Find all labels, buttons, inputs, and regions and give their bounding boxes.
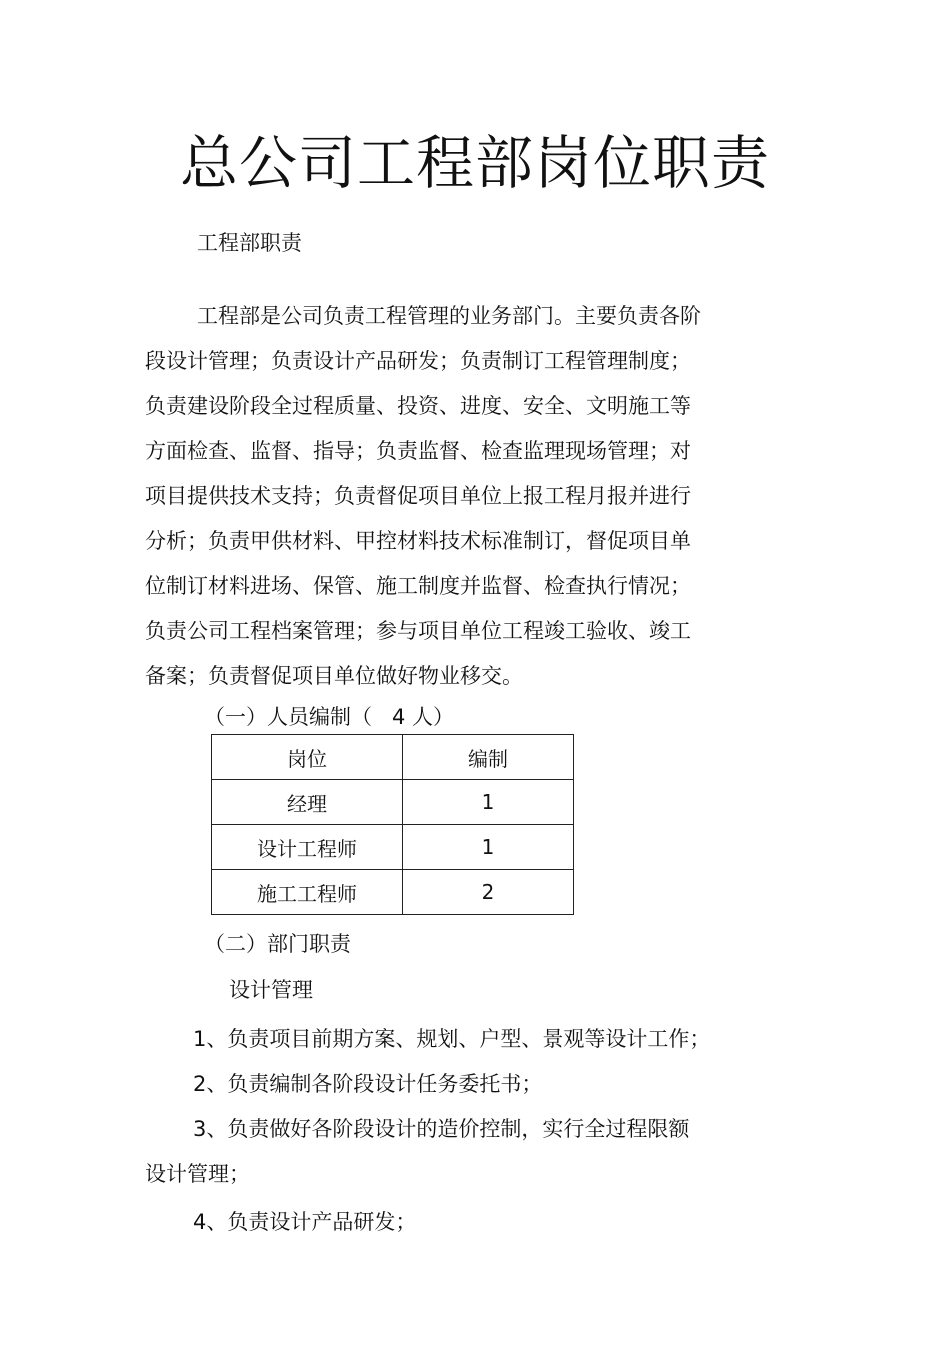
table-row bbox=[212, 825, 574, 870]
paragraph-line: 负责公司工程档案管理；参与项目单位工程竣工验收、竣工 bbox=[145, 619, 691, 643]
table-cell: 1 bbox=[403, 780, 574, 825]
table-cell: 2 bbox=[403, 870, 574, 915]
list-item bbox=[145, 1017, 765, 1062]
duty-list bbox=[145, 1017, 765, 1245]
list-item-text: 3、负责做好各阶段设计的造价控制，实行全过程限额 bbox=[193, 1117, 690, 1141]
paragraph-line: 位制订材料进场、保管、施工制度并监督、检查执行情况； bbox=[145, 574, 691, 598]
document-title: 总公司工程部岗位职责 bbox=[179, 129, 770, 197]
list-item bbox=[145, 1107, 765, 1197]
paragraph-line: 工程部是公司负责工程管理的业务部门。主要负责各阶 bbox=[197, 304, 701, 328]
subsection-heading: 设计管理 bbox=[229, 978, 313, 1002]
body-paragraph bbox=[145, 294, 745, 699]
list-item-text: 2、负责编制各阶段设计任务委托书； bbox=[193, 1072, 543, 1096]
table-cell: 设计工程师 bbox=[212, 825, 403, 870]
paragraph-line: 负责建设阶段全过程质量、投资、进度、安全、文明施工等 bbox=[145, 394, 691, 418]
list-item-text: 1、负责项目前期方案、规划、户型、景观等设计工作； bbox=[193, 1027, 711, 1051]
table-header-row bbox=[212, 735, 574, 780]
table-row bbox=[212, 780, 574, 825]
list-item bbox=[145, 1200, 765, 1245]
staffing-table bbox=[211, 734, 574, 915]
subheading: 工程部职责 bbox=[197, 231, 302, 255]
table-cell: 1 bbox=[403, 825, 574, 870]
table-cell: 经理 bbox=[212, 780, 403, 825]
paragraph-line: 段设计管理；负责设计产品研发；负责制订工程管理制度； bbox=[145, 349, 691, 373]
list-item bbox=[145, 1062, 765, 1107]
paragraph-line: 方面检查、监督、指导；负责监督、检查监理现场管理；对 bbox=[145, 439, 691, 463]
paragraph-line: 分析；负责甲供材料、甲控材料技术标准制订，督促项目单 bbox=[145, 529, 691, 553]
table-header-cell: 编制 bbox=[403, 735, 574, 780]
table-row bbox=[212, 870, 574, 915]
table-cell: 施工工程师 bbox=[212, 870, 403, 915]
list-item-continuation: 设计管理； bbox=[145, 1162, 250, 1186]
list-item-text: 4、负责设计产品研发； bbox=[193, 1210, 417, 1234]
table-header-cell: 岗位 bbox=[212, 735, 403, 780]
paragraph-line: 项目提供技术支持；负责督促项目单位上报工程月报并进行 bbox=[145, 484, 691, 508]
paragraph-line: 备案；负责督促项目单位做好物业移交。 bbox=[145, 664, 523, 688]
section-heading-duties: （二）部门职责 bbox=[204, 932, 351, 956]
section-heading-staffing: （一）人员编制（ 4 人） bbox=[204, 705, 455, 729]
